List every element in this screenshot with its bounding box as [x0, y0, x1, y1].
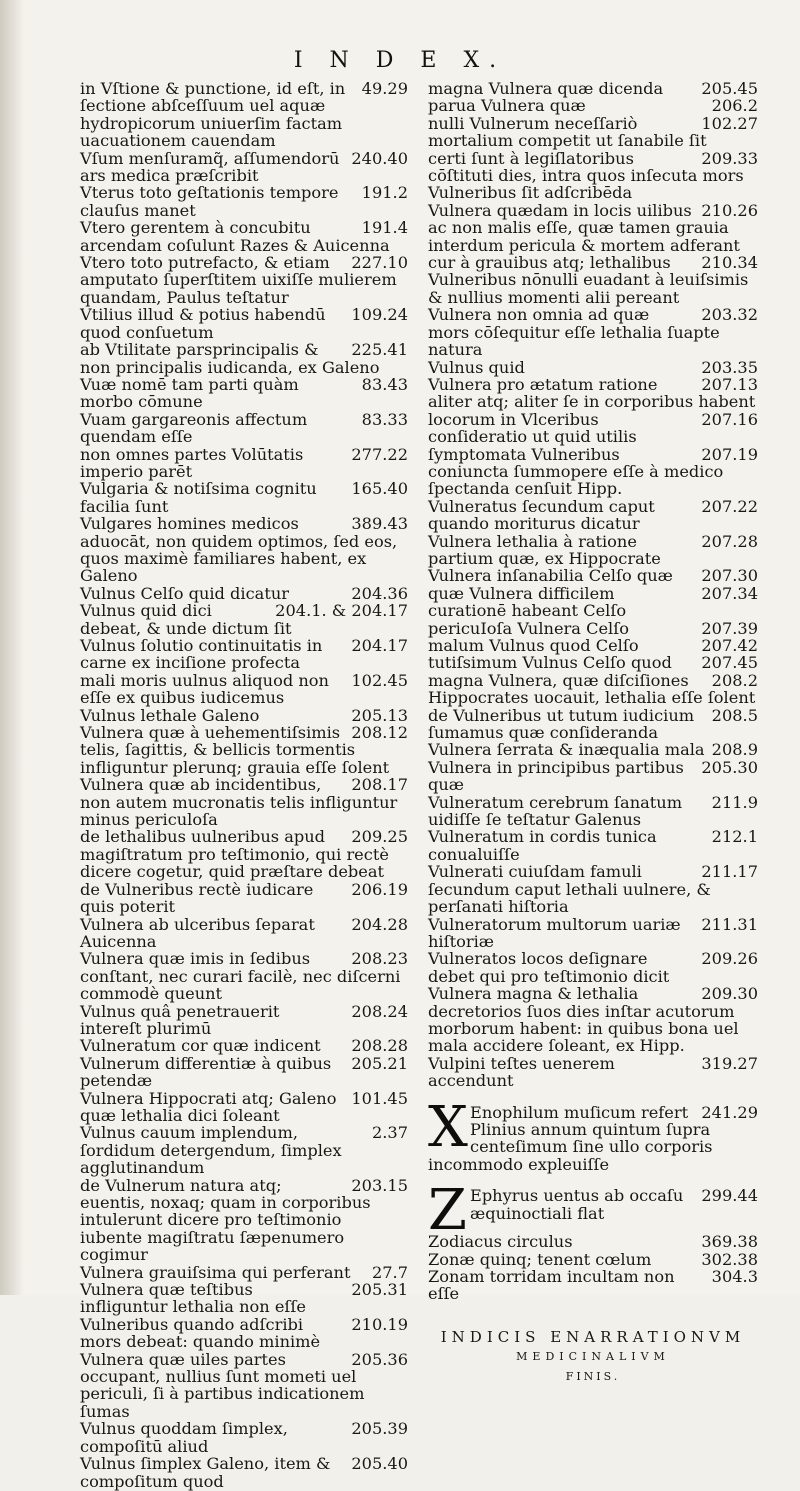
index-entry	[80, 1420, 408, 1455]
entry-text: Vulnus quid dici debeat, & unde dictum ſit	[80, 601, 292, 638]
page-reference: 109.24	[351, 305, 408, 325]
entry-text: locorum in Vlceribus conſideratio ut quid utilis	[428, 409, 637, 447]
page-reference: 211.17	[701, 862, 758, 882]
index-entry	[428, 707, 758, 742]
entry-text: Vulgares homines medicos aduocāt, non quidem optimos, ſed eos, quos maximè familiares habent, ex Galeno	[80, 514, 398, 586]
index-entry	[80, 828, 408, 880]
page-reference: 210.34	[701, 253, 758, 273]
colophon-line-2: MEDICINALIVM	[516, 1349, 670, 1363]
page-reference: 165.40	[351, 479, 408, 499]
entry-text: Vulneratorum multorum uariæ hiſtoriæ	[428, 914, 681, 951]
entry-text: Vulnera lethalia à ratione partium quæ, ex Hippocrate	[428, 531, 661, 568]
entry-text: Vulpini teſtes uenerem accendunt	[428, 1053, 615, 1091]
index-entry	[80, 341, 408, 376]
index-entry	[80, 602, 408, 637]
page-reference: 191.4	[361, 218, 408, 238]
page-reference: 227.10	[351, 253, 408, 273]
index-entry	[80, 515, 408, 585]
page-reference: 207.45	[701, 653, 758, 673]
entry-text: Vulnera quæ à uehementiſsimis telis, ſagittis, & bellicis tormentis infliguntur plerunq; grauia eſſe ſolent	[80, 723, 390, 777]
page-reference: 205.39	[351, 1419, 408, 1439]
page-reference: 102.27	[701, 113, 758, 133]
entry-text: malum Vulnus quod Celſo	[428, 636, 639, 655]
index-entry	[428, 637, 758, 654]
index-entry	[80, 1124, 408, 1176]
page-reference: 299.44	[701, 1186, 758, 1206]
index-entry	[428, 376, 758, 411]
entry-text: mali moris uulnus aliquod non eſſe ex quibus iudicemus	[80, 670, 329, 708]
index-entry	[80, 950, 408, 1002]
entry-text: de Vulnerum natura atq; euentis, noxaq; quam in corporibus intulerunt dicere pro teſtimonio iubente magiſtratu ſæpenumero cogimur	[80, 1175, 371, 1265]
page-reference: 205.13	[351, 705, 408, 725]
page-reference: 101.45	[351, 1088, 408, 1108]
index-entry	[80, 376, 408, 411]
page-reference: 211.31	[701, 914, 758, 934]
index-entry	[428, 80, 758, 97]
index-entry	[80, 480, 408, 515]
index-entry	[80, 1090, 408, 1125]
index-entry	[428, 1055, 758, 1090]
entry-text: Vulnera Hippocrati atq; Galeno quæ lethalia dici ſoleant	[80, 1088, 337, 1125]
index-entry	[428, 115, 758, 150]
index-entry	[80, 707, 408, 724]
entry-text: Vulnerati cuiuſdam famuli ſecundum caput lethali uulnere, & perſanati hiſtoria	[428, 862, 711, 917]
entry-text: Vulneribus quando adſcribi mors debeat: quando minimè	[80, 1314, 321, 1352]
entry-text: Vulneratos locos deſignare debet qui pro teſtimonio dicit	[428, 949, 670, 986]
page-reference: 191.2	[361, 183, 408, 203]
index-entry	[428, 567, 758, 584]
index-entry	[80, 219, 408, 254]
index-entry	[428, 202, 758, 254]
entry-text: Vulnus ſolutio continuitatis in carne ex inciſione profecta	[80, 636, 323, 673]
index-entry	[80, 672, 408, 707]
entry-text: Vulneratum in cordis tunica conualuiſſe	[428, 827, 657, 864]
entry-text: Vulnus cauum implendum, ſordidum detergendum, ſimplex agglutinandum	[80, 1123, 342, 1178]
page-edge-shadow	[0, 0, 24, 1295]
index-entry	[80, 1351, 408, 1421]
index-entry	[428, 620, 758, 637]
page-reference: 212.1	[711, 827, 758, 847]
page-reference: 205.45	[701, 79, 758, 98]
entry-text: Vulnerum differentiæ à quibus petendæ	[80, 1053, 332, 1091]
page-reference: 209.26	[701, 949, 758, 969]
index-entry	[80, 637, 408, 672]
letter-x-section	[428, 1094, 758, 1174]
entry-text: non omnes partes Volūtatis imperio parēt	[80, 444, 304, 481]
dropcap-z: Z	[428, 1178, 467, 1244]
colophon-line-1: INDICIS ENARRATIONVM	[440, 1327, 746, 1346]
page-reference: 2.37	[371, 1123, 408, 1143]
entry-text: Zonam torridam incultam non eſſe	[428, 1267, 675, 1304]
page-reference: 225.41	[351, 340, 408, 360]
index-entry	[428, 950, 758, 985]
entry-text: Vulnera pro ætatum ratione aliter atq; aliter ſe in corporibus habent	[428, 374, 756, 412]
page-reference: 204.36	[351, 583, 408, 603]
entry-text: in Vſtione & punctione, id eſt, in ſectione abſceſſuum uel aquæ hydropicorum uniuerſim factam uacuationem cauendam	[80, 79, 346, 151]
page-reference: 203.35	[701, 357, 758, 377]
index-entry	[80, 150, 408, 185]
index-entry	[428, 359, 758, 376]
page-reference: 369.38	[701, 1232, 758, 1252]
page-reference: 208.12	[351, 723, 408, 743]
entry-text: Vulnus ſimplex Galeno, item & compoſitum quod	[80, 1454, 331, 1491]
index-entry	[428, 533, 758, 568]
x-entries	[428, 1094, 758, 1174]
page-reference: 240.40	[351, 148, 408, 168]
entry-text: de Vulneribus ut tutum iudicium ſumamus quæ conſideranda	[428, 705, 695, 743]
page-header: I N D E X.	[293, 48, 507, 73]
index-entry	[80, 80, 408, 150]
letter-z-section	[428, 1178, 758, 1304]
index-entry	[428, 1268, 758, 1303]
entry-text: Vulnus quid	[428, 357, 525, 377]
index-entry	[428, 1251, 758, 1268]
page-reference: 389.43	[351, 514, 408, 534]
entry-text: Vulnera inſanabilia Celſo quæ	[428, 566, 673, 586]
index-entry	[80, 881, 408, 916]
entry-text: Vulneratus ſecundum caput quando moriturus dicatur	[428, 496, 655, 534]
index-entry	[428, 916, 758, 951]
entry-text: Vulnera quæ imis in ſedibus conſtant, nec curari facilè, nec diſcerni commodè queunt	[80, 949, 401, 1004]
entry-text: Vulnera grauiſsima qui perferant	[80, 1262, 351, 1282]
index-entry	[428, 446, 758, 498]
index-entry	[80, 1037, 408, 1054]
page-reference: 302.38	[701, 1249, 758, 1269]
index-entry	[428, 985, 758, 1055]
entry-text: certi ſunt à legiſlatoribus cōſtituti dies, intra quos inſecuta mors Vulneribus ſit adſcribēda	[428, 148, 744, 203]
page-reference: 208.23	[351, 949, 408, 969]
entry-text: Vulnera in principibus partibus quæ	[428, 757, 684, 795]
entry-text: magna Vulnera quæ dicenda	[428, 79, 664, 98]
index-entry	[80, 254, 408, 306]
entry-text: Vtero toto putrefacto, & etiam amputato ſuperſtitem uixiſſe mulierem quandam, Paulus teſtatur	[80, 253, 397, 307]
index-entry	[80, 1055, 408, 1090]
page-reference: 205.31	[351, 1280, 408, 1300]
entry-text: nulli Vulnerum neceſſariò mortalium competit ut ſanabile ſit	[428, 113, 707, 151]
index-entry	[428, 411, 758, 446]
page-reference: 211.9	[711, 792, 758, 812]
index-entry	[428, 672, 758, 707]
entry-text: Vulnus Celſo quid dicatur	[80, 583, 289, 603]
index-entry	[428, 254, 758, 306]
index-entry	[80, 585, 408, 602]
right-column-entries	[428, 80, 758, 1090]
index-entry	[80, 306, 408, 341]
page-reference: 277.22	[351, 444, 408, 464]
index-entry	[428, 97, 758, 114]
index-entry	[428, 828, 758, 863]
entry-text: Vulgaria & notiſsima cognitu facilia ſunt	[80, 479, 317, 516]
entry-text: Vulnera non omnia ad quæ mors cōſequitur eſſe lethalia ſuapte natura	[428, 305, 720, 360]
entry-text: Vtilius illud & potius habendū quod conſuetum	[80, 305, 326, 342]
page-reference: 207.39	[701, 618, 758, 638]
page-reference: 210.19	[351, 1314, 408, 1334]
entry-text: Vulnera ab ulceribus ſeparat Auicenna	[80, 914, 315, 951]
entry-text: Vterus toto geſtationis tempore clauſus manet	[80, 183, 339, 220]
page-reference: 208.17	[351, 775, 408, 795]
page-reference: 83.43	[361, 374, 408, 394]
index-entry	[80, 1177, 408, 1264]
index-entry	[428, 306, 758, 358]
index-entry	[80, 916, 408, 951]
page-reference: 83.33	[361, 409, 408, 429]
entry-text: Vulnera ſerrata & inæqualia mala	[428, 740, 705, 760]
entry-text: Vulneratum cerebrum ſanatum uidiſſe ſe teſtatur Galenus	[428, 792, 683, 830]
page-reference: 203.32	[701, 305, 758, 325]
entry-text: Vulneratum cor quæ indicent	[80, 1036, 321, 1056]
index-entry	[428, 585, 758, 620]
entry-text: Vtero gerentem à concubitu arcendam coſulunt Razes & Auicenna	[80, 218, 390, 255]
index-entry	[80, 411, 408, 446]
page-reference: 27.7	[371, 1262, 408, 1282]
entry-text: Vſum menſuramq̃, aſſumendorū ars medica præſcribit	[80, 148, 340, 186]
page-reference: 208.28	[351, 1036, 408, 1056]
dropcap-x: X	[428, 1094, 468, 1160]
colophon	[428, 1327, 758, 1387]
entry-text: quæ Vulnera difficilem curationē habeant Celſo	[428, 583, 627, 621]
index-entry	[80, 1316, 408, 1351]
entry-text: Vulnus quâ penetrauerit intereſt plurimū	[80, 1001, 280, 1038]
page-reference: 207.28	[701, 531, 758, 551]
index-entry	[428, 654, 758, 671]
page-reference: 204.1. & 204.17	[275, 601, 408, 621]
page-reference: 204.17	[351, 636, 408, 655]
index-entry	[428, 794, 758, 829]
entry-text: Vuæ nomē tam parti quàm morbo cōmune	[80, 374, 299, 412]
entry-text: Vulnera quæ uiles partes occupant, nullius ſunt mometi uel periculi, ſi à partibus indicationem ſumas	[80, 1349, 365, 1421]
index-entry	[80, 1281, 408, 1316]
index-entry	[80, 1003, 408, 1038]
page-reference: 208.5	[711, 705, 758, 725]
page-reference: 210.26	[701, 200, 758, 220]
entry-text: pericuIoſa Vulnera Celſo	[428, 618, 629, 638]
entry-text: Vulnera magna & lethalia decretorios ſuos dies inſtar acutorum morborum habent: in quibus bona uel mala accidere ſoleant, ex Hipp.	[428, 984, 739, 1056]
page-reference: 205.36	[351, 1349, 408, 1369]
index-entry	[428, 1094, 758, 1174]
entry-text: de lethalibus uulneribus apud magiſtratum pro teſtimonio, qui rectè dicere cogetur, quid præſtare debeat	[80, 827, 389, 882]
colophon-line-3: FINIS.	[565, 1369, 621, 1383]
index-entry	[428, 863, 758, 915]
right-column	[428, 80, 758, 1387]
page-reference: 209.25	[351, 827, 408, 847]
entry-text: Vuam gargareonis affectum quendam eſſe	[80, 409, 308, 447]
entry-text: ſymptomata Vulneribus coniuncta ſummopere eſſe à medico ſpectanda cenſuit Hipp.	[428, 444, 724, 499]
index-entry	[428, 741, 758, 758]
page-reference: 304.3	[711, 1267, 758, 1286]
index-entry	[80, 446, 408, 481]
entry-text: Vulnera quædam in locis uilibus ac non malis eſſe, quæ tamen grauia interdum pericula & mortem adferant	[428, 200, 740, 255]
page-reference: 207.42	[701, 636, 758, 655]
entry-text: tutiſsimum Vulnus Celſo quod	[428, 653, 672, 673]
page-reference: 205.40	[351, 1454, 408, 1474]
entry-text: cur à grauibus atq; lethalibus Vulneribus nōnulli euadant à leuiſsimis & nullius momenti alii pereant	[428, 253, 749, 307]
index-entry	[80, 776, 408, 828]
index-entry	[428, 1233, 758, 1250]
page-reference: 49.29	[361, 79, 408, 98]
index-entry	[428, 150, 758, 202]
page-reference: 207.13	[701, 374, 758, 394]
entry-text: ab Vtilitate parsprincipalis & non principalis iudicanda, ex Galeno	[80, 340, 380, 377]
page-reference: 207.30	[701, 566, 758, 586]
page-reference: 204.28	[351, 914, 408, 934]
entry-text: Zonæ quinq; tenent cœlum	[428, 1249, 652, 1269]
page-reference: 207.16	[701, 409, 758, 429]
page-reference: 205.30	[701, 757, 758, 777]
page-reference: 203.15	[351, 1175, 408, 1195]
index-entry	[80, 1264, 408, 1281]
page-reference: 206.2	[711, 96, 758, 116]
index-entry	[80, 1455, 408, 1490]
page-reference: 207.22	[701, 496, 758, 516]
index-entry	[428, 759, 758, 794]
page-reference: 319.27	[701, 1053, 758, 1073]
entry-text: Zodiacus circulus	[428, 1232, 573, 1252]
index-entry	[80, 724, 408, 776]
entry-text: Vulnus quoddam ſimplex, compoſitū aliud	[80, 1419, 288, 1456]
entry-text: parua Vulnera quæ	[428, 96, 586, 116]
entry-text: Vulnera quæ ab incidentibus, non autem mucronatis telis infliguntur minus periculoſa	[80, 775, 398, 830]
page-reference: 241.29	[701, 1102, 758, 1122]
page-reference: 102.45	[351, 670, 408, 690]
index-entry	[428, 498, 758, 533]
entry-text: magna Vulnera, quæ diſciſiones Hippocrates uocauit, lethalia eſſe ſolent	[428, 670, 756, 708]
page-reference: 209.30	[701, 984, 758, 1004]
entry-text: de Vulneribus rectè iudicare quis poterit	[80, 879, 314, 917]
page-reference: 209.33	[701, 148, 758, 168]
entry-text: Ephyrus uentus ab occaſu æquinoctiali flat	[470, 1186, 684, 1223]
index-entry	[80, 184, 408, 219]
page-reference: 207.34	[701, 583, 758, 603]
entry-text: Enophilum muſicum refert Plinius annum quintum ſupra centeſimum ſine ullo corporis incommodo expleuiſſe	[428, 1102, 713, 1174]
left-column	[80, 80, 408, 1490]
entry-text: Vulnus lethale Galeno	[80, 705, 260, 725]
page-reference: 206.19	[351, 879, 408, 899]
page-reference: 205.21	[351, 1053, 408, 1073]
page-reference: 207.19	[701, 444, 758, 464]
z-entries	[428, 1178, 758, 1304]
page-reference: 208.9	[711, 740, 758, 760]
page-reference: 208.2	[711, 670, 758, 690]
page-reference: 208.24	[351, 1001, 408, 1021]
entry-text: Vulnera quæ teſtibus infliguntur lethalia non eſſe	[80, 1280, 306, 1317]
